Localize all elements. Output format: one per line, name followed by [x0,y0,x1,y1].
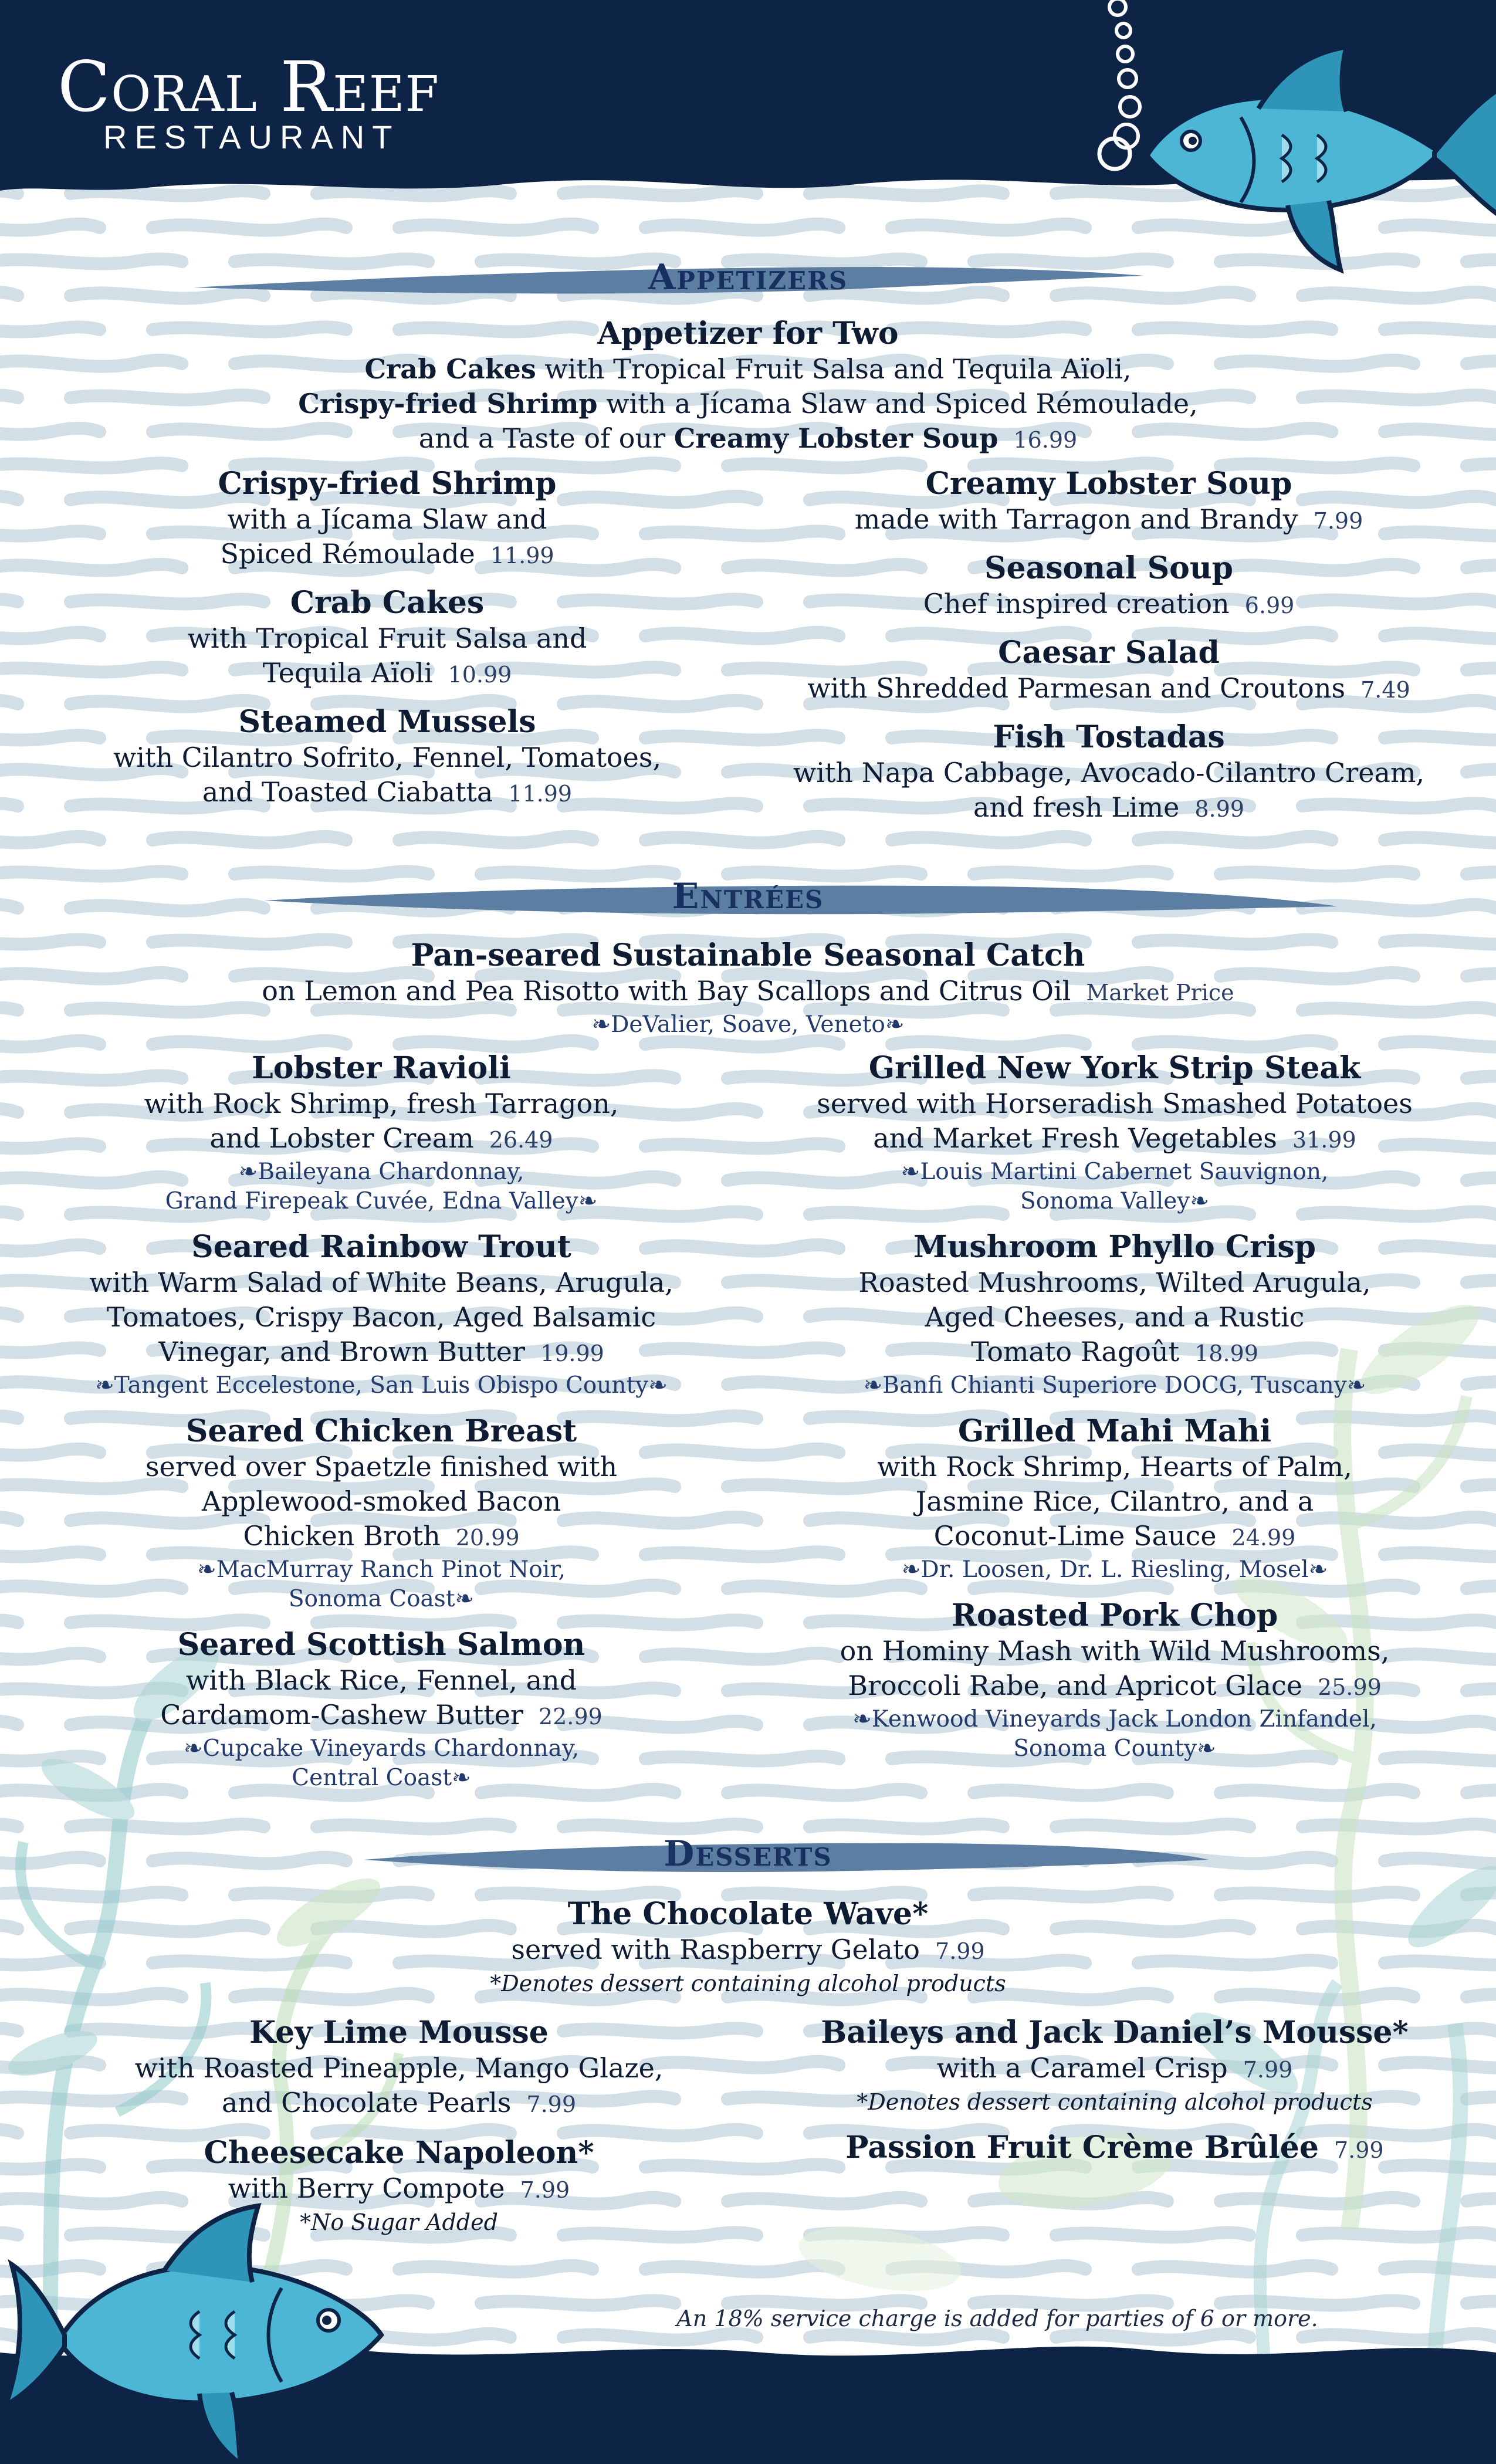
item-price: 22.99 [538,1704,603,1729]
wave-stripe [1467,1789,1496,1796]
wave-stripe [810,1824,1003,1829]
wave-stripe [0,1313,18,1319]
item-price: 6.99 [1244,593,1295,618]
section-title-appetizers: Appetizers [648,257,848,298]
wave-stripe [1302,292,1496,299]
wave-stripe [1220,2198,1414,2204]
wave-stripe [0,1517,18,1524]
menu-item [757,719,1461,827]
menu-item [757,466,1461,539]
item-desc-line: Cardamom-Cashew Butter 22.99 [160,1699,603,1731]
item-price: 8.99 [1194,796,1244,822]
item-title: Seared Rainbow Trout [191,1229,571,1265]
wave-stripe [0,837,100,843]
item-desc-line: with Rock Shrimp, Hearts of Palm, [877,1451,1352,1483]
wine-pairing: Sonoma County❧ [1013,1735,1216,1762]
item-desc-line: served over Spaetzle finished with [145,1451,618,1483]
wave-stripe [0,360,182,367]
wave-stripe [0,1109,18,1115]
wave-stripe [892,1041,1085,1047]
wave-stripe [892,224,1085,231]
wave-stripe [0,327,100,331]
wine-pairing: Sonoma Coast❧ [288,1586,475,1612]
wave-stripe [1056,292,1250,299]
item-price: 7.99 [935,1938,985,1964]
item-price: 20.99 [455,1525,520,1551]
item-desc-line: on Hominy Mash with Wild Mushrooms, [840,1635,1390,1667]
wave-stripe [0,1007,18,1012]
logo-subtitle: RESTAURANT [103,119,400,155]
wave-stripe [153,224,346,231]
wave-stripe [645,837,839,843]
wave-stripe [0,1925,18,1932]
desserts-right-column [757,2015,1473,2168]
dessert-feature [161,1896,1335,1998]
item-price: 7.49 [1360,677,1410,703]
item-desc-line: on Lemon and Pea Risotto with Bay Scallops and Citrus Oil Market Price [262,975,1234,1007]
menu-item [757,635,1461,708]
wave-stripe [1467,871,1496,876]
wave-stripe [1385,1041,1496,1047]
wave-stripe [1467,463,1496,468]
wave-stripe [70,1824,264,1829]
item-desc-line: Coconut-Lime Sauce 24.99 [933,1520,1296,1552]
item-desc-line: with Roasted Pineapple, Mango Glaze, [134,2052,664,2084]
item-title: Passion Fruit Crème Brûlée 7.99 [845,2130,1384,2165]
item-price: 19.99 [540,1341,604,1366]
item-title: Mushroom Phyllo Crisp [913,1229,1316,1265]
wave-stripe [0,1857,100,1864]
item-note: *Denotes dessert containing alcohol products [490,1971,1006,1996]
item-desc-line: Aged Cheeses, and a Rustic [925,1301,1305,1333]
item-title: Pan-seared Sustainable Seasonal Catch [411,937,1085,973]
item-title: Key Lime Mousse [249,2015,549,2050]
wave-stripe [153,837,346,843]
wine-pairing: Sonoma Valley❧ [1020,1188,1209,1214]
wave-stripe [0,973,182,979]
wave-stripe [563,1824,757,1829]
item-desc-line: Tomato Ragoût 18.99 [971,1336,1258,1368]
item-price: 25.99 [1317,1674,1382,1700]
wave-stripe [1467,667,1496,672]
item-desc-line: made with Tarragon and Brandy 7.99 [854,503,1363,535]
item-title: Steamed Mussels [238,704,536,740]
item-desc-line: and Chocolate Pearls 7.99 [221,2087,576,2118]
wine-pairing: ❧Baileyana Chardonnay, [238,1159,524,1185]
item-price: 31.99 [1292,1127,1356,1153]
item-desc-line: with a Caramel Crisp 7.99 [936,2052,1293,2084]
item-desc-line: served with Raspberry Gelato 7.99 [511,1934,985,1965]
wave-stripe [399,2266,593,2272]
wine-leaf-icon: ❧ [901,1556,921,1583]
item-title: Seared Scottish Salmon [177,1627,585,1663]
item-desc-line: Jasmine Rice, Cilantro, and a [915,1485,1314,1517]
wave-stripe [0,871,182,876]
wine-leaf-icon: ❧ [1197,1735,1216,1762]
item-desc-line: with Berry Compote 7.99 [228,2172,570,2204]
wave-stripe [0,2028,18,2033]
item-title: Seared Chicken Breast [185,1413,577,1449]
item-title: Creamy Lobster Soup [925,466,1292,502]
wave-stripe [1467,259,1496,263]
wave-stripe [399,1041,593,1047]
service-charge-note: An 18% service charge is added for parties of 6 or more. [676,2306,1318,2331]
item-desc-line: with Shredded Parmesan and Croutons 7.49 [807,672,1410,704]
wine-leaf-icon: ❧ [1308,1556,1328,1583]
wave-stripe [0,803,18,808]
item-desc-line: Chicken Broth 20.99 [243,1520,520,1552]
wine-leaf-icon: ❧ [885,1011,905,1038]
item-desc-line: and Market Fresh Vegetables 31.99 [873,1122,1356,1154]
item-desc-line: Chef inspired creation 6.99 [923,588,1295,620]
desserts-left-column [35,2015,763,2237]
wave-stripe [727,1789,921,1796]
item-desc-line: and fresh Lime 8.99 [973,791,1244,823]
wave-stripe [892,837,1085,843]
menu-item [757,1413,1473,1585]
wine-pairing: ❧MacMurray Ranch Pinot Noir, [197,1556,566,1583]
item-price: 7.99 [526,2091,576,2117]
wave-stripe [645,1041,839,1047]
wine-leaf-icon: ❧ [238,1159,258,1185]
item-title: Baileys and Jack Daniel’s Mousse* [821,2015,1409,2050]
item-note: *No Sugar Added [300,2209,498,2235]
wave-stripe [810,2334,1003,2340]
wine-leaf-icon: ❧ [183,1735,203,1762]
wine-pairing: ❧Cupcake Vineyards Chardonnay, [183,1735,580,1762]
wave-stripe [1302,1824,1496,1829]
wave-stripe [727,2300,921,2305]
menu-item [757,1229,1473,1400]
menu-item [35,585,739,692]
wave-stripe [1385,1857,1496,1864]
wave-stripe [0,395,18,400]
item-desc-line: Vinegar, and Brown Butter 19.99 [158,1336,604,1368]
entrees-right-column [757,1050,1473,1764]
wave-stripe [0,905,18,911]
wave-stripe [645,2266,839,2272]
item-title: Roasted Pork Chop [951,1597,1278,1633]
wine-pairing: Grand Firepeak Cuvée, Edna Valley❧ [165,1188,598,1214]
wine-pairing: ❧Banfi Chianti Superiore DOCG, Tuscany❧ [863,1372,1366,1399]
item-desc-line: served with Horseradish Smashed Potatoes [817,1088,1413,1119]
wine-leaf-icon: ❧ [591,1011,611,1038]
wave-stripe [1138,2266,1332,2272]
wave-stripe [1220,2300,1414,2305]
menu-item [757,1050,1473,1216]
wave-stripe [153,1041,346,1047]
appetizer-for-two [161,316,1335,458]
item-title: Appetizer for Two [597,316,899,351]
item-price: 7.99 [520,2177,570,2203]
wave-stripe [1056,1824,1250,1829]
item-note: *Denotes dessert containing alcohol products [857,2089,1373,2115]
restaurant-logo [57,46,440,155]
item-desc-line: Tequila Aïoli 10.99 [262,657,512,689]
wave-stripe [645,224,839,231]
item-desc-line: with Napa Cabbage, Avocado-Cilantro Cream, [793,757,1425,788]
wave-stripe [0,191,18,195]
item-price: 24.99 [1231,1525,1296,1551]
menu-item [35,2135,763,2237]
wave-stripe [1385,837,1496,843]
wine-leaf-icon: ❧ [578,1188,598,1214]
wine-pairing: ❧Tangent Eccelestone, San Luis Obispo County❧ [95,1372,668,1399]
wine-pairing: ❧Louis Martini Cabernet Sauvignon, [901,1159,1329,1185]
menu-item [35,466,739,573]
item-desc-line: with Warm Salad of White Beans, Arugula, [89,1267,673,1298]
wave-stripe [974,1789,1167,1796]
menu-item [757,1597,1473,1764]
wine-pairing: ❧DeValier, Soave, Veneto❧ [591,1011,905,1038]
wave-stripe [70,292,264,299]
wine-leaf-icon: ❧ [852,1706,872,1732]
wine-leaf-icon: ❧ [197,1556,216,1583]
wave-stripe [0,700,18,707]
item-desc-line: Applewood-smoked Bacon [201,1485,561,1517]
item-title: Grilled New York Strip Steak [868,1050,1361,1086]
item-desc-line: and Toasted Ciabatta 11.99 [202,776,573,808]
wave-stripe [563,2334,757,2340]
item-price: 18.99 [1194,1341,1258,1366]
item-price: 7.99 [1243,2057,1293,2083]
wine-leaf-icon: ❧ [1190,1188,1209,1214]
wine-leaf-icon: ❧ [95,1372,114,1399]
wave-stripe [0,292,18,299]
wave-stripe [317,191,510,195]
entree-feature [161,937,1335,1040]
logo-name: Coral Reef [57,46,440,127]
item-title: Caesar Salad [998,635,1220,671]
menu-item [35,704,739,811]
wave-stripe [974,2300,1167,2305]
wine-leaf-icon: ❧ [1346,1372,1366,1399]
menu-item [23,1050,739,1216]
wave-stripe [153,1857,346,1864]
section-title-entrees: Entrées [672,876,824,917]
appetizers-right-column [757,466,1461,827]
item-desc-line: Roasted Mushrooms, Wilted Arugula, [858,1267,1371,1298]
menu-item [757,550,1461,623]
wave-stripe [974,871,1167,876]
menu-item [23,1413,739,1614]
wave-stripe [1302,2334,1496,2340]
wave-stripe [0,2334,18,2340]
wave-stripe [0,599,18,604]
wave-stripe [563,191,757,195]
wine-pairing: Central Coast❧ [292,1765,471,1791]
wave-stripe [70,191,264,195]
item-desc-line: and Lobster Cream 26.49 [209,1122,553,1154]
wave-stripe [0,1620,18,1624]
wave-stripe [1138,837,1332,843]
item-desc-line: Spiced Rémoulade 11.99 [220,538,554,570]
wave-stripe [810,191,1003,195]
item-title: The Chocolate Wave* [567,1896,929,1932]
wave-stripe [235,871,428,876]
wave-stripe [399,837,593,843]
item-desc-line: with a Jícama Slaw and [227,503,547,535]
item-desc-line: Broccoli Rabe, and Apricot Glace 25.99 [848,1670,1382,1701]
wave-stripe [0,1211,18,1216]
item-price: 7.99 [1313,508,1363,534]
wave-stripe [1385,327,1496,331]
wave-stripe [399,224,593,231]
item-title: Grilled Mahi Mahi [957,1413,1272,1449]
wine-leaf-icon: ❧ [455,1586,475,1612]
wave-stripe [1056,2232,1250,2237]
wave-stripe [1467,1993,1496,2000]
wave-stripe [1220,871,1414,876]
wave-stripe [1467,973,1496,979]
wave-stripe [70,905,264,911]
menu-item [35,2015,763,2122]
wave-stripe [235,259,428,263]
wave-stripe [0,496,18,503]
wave-stripe [0,1721,18,1728]
wave-stripe [0,224,100,231]
item-desc-line: with Black Rice, Fennel, and [185,1664,577,1696]
wave-stripe [1385,428,1496,435]
wave-stripe [1467,360,1496,367]
wave-stripe [1467,564,1496,571]
wave-stripe [0,2130,18,2136]
item-desc-line: Crispy-fried Shrimp with a Jícama Slaw and Spiced Rémoulade, [298,388,1198,419]
wave-stripe [1138,1041,1332,1047]
wine-leaf-icon: ❧ [648,1372,668,1399]
wine-leaf-icon: ❧ [452,1765,471,1791]
menu-item [23,1627,739,1793]
wave-stripe [0,1824,18,1829]
wave-stripe [1385,224,1496,231]
item-desc-line: Tomatoes, Crispy Bacon, Aged Balsamic [106,1301,656,1333]
wave-stripe [1467,2300,1496,2305]
item-desc-line: with Rock Shrimp, fresh Tarragon, [144,1088,619,1119]
wine-pairing: ❧Dr. Loosen, Dr. L. Riesling, Mosel❧ [901,1556,1328,1583]
wine-pairing: ❧Kenwood Vineyards Jack London Zinfandel, [852,1706,1377,1732]
item-price: 11.99 [490,543,554,568]
item-price: 7.99 [1333,2137,1384,2163]
item-desc-line: Crab Cakes with Tropical Fruit Salsa and Tequila Aïoli, [364,353,1132,385]
item-desc-line: with Cilantro Sofrito, Fennel, Tomatoes, [113,742,662,773]
item-title: Lobster Ravioli [252,1050,511,1086]
wave-stripe [1220,259,1414,263]
wave-stripe [0,939,100,944]
menu-item [757,2015,1473,2117]
wave-stripe [0,1416,18,1420]
item-title: Crispy-fried Shrimp [218,466,557,502]
wave-stripe [0,2232,18,2237]
wave-stripe [1467,769,1496,775]
item-title: Crab Cakes [290,585,485,621]
wave-stripe [481,2300,675,2305]
item-title: Cheesecake Napoleon* [204,2135,594,2171]
item-price: Market Price [1086,980,1234,1006]
item-desc-line: and a Taste of our Creamy Lobster Soup 16.99 [418,422,1078,454]
wine-leaf-icon: ❧ [901,1159,920,1185]
menu-item [23,1229,739,1400]
item-price: 26.49 [489,1127,553,1153]
item-price: 16.99 [1013,427,1078,453]
item-title: Seasonal Soup [984,550,1234,586]
item-title: Fish Tostadas [993,719,1225,755]
item-price: 10.99 [448,662,512,688]
wave-stripe [317,1824,510,1829]
wave-stripe [1302,2232,1496,2237]
section-title-desserts: Desserts [664,1833,832,1874]
wave-stripe [1467,2198,1496,2204]
menu-item [757,2130,1473,2168]
wave-stripe [1056,2334,1250,2340]
wave-stripe [1385,1960,1496,1965]
wave-stripe [0,259,182,263]
wave-stripe [1385,939,1496,944]
wine-leaf-icon: ❧ [863,1372,883,1399]
wave-stripe [1220,1789,1414,1796]
wave-stripe [0,1041,100,1047]
wave-stripe [974,259,1167,263]
wave-stripe [0,428,100,435]
item-price: 11.99 [508,781,573,807]
item-desc-line: with Tropical Fruit Salsa and [187,622,587,654]
entrees-left-column [23,1050,739,1793]
appetizers-left-column [35,466,739,811]
